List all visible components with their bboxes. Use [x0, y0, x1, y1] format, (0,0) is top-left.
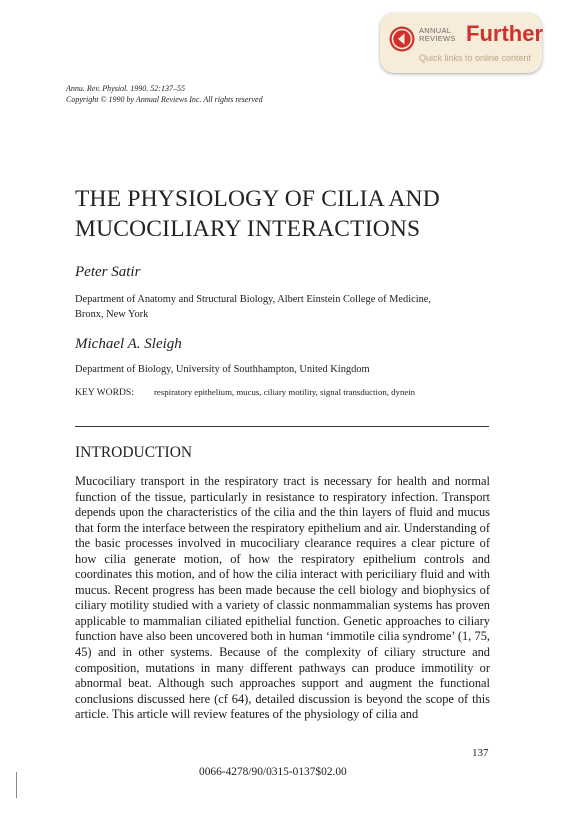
annual-label: ANNUAL — [419, 26, 452, 35]
section-heading: INTRODUCTION — [75, 444, 193, 461]
annual-reviews-further-badge[interactable] — [380, 13, 542, 73]
scan-margin-mark — [16, 772, 17, 798]
article-code: 0066-4278/90/0315-0137$02.00 — [199, 766, 347, 778]
affiliation-1-line-1: Department of Anatomy and Structural Biology, Albert Einstein College of Medicine, — [75, 294, 431, 305]
title-line-1: THE PHYSIOLOGY OF CILIA AND — [75, 186, 440, 212]
article-title — [75, 184, 440, 244]
annual-reviews-wordmark — [419, 27, 456, 43]
keywords-text: respiratory epithelium, mucus, ciliary motility, signal transduction, dynein — [154, 387, 416, 397]
section-divider — [75, 426, 489, 427]
citation-line-2: Copyright © 1990 by Annual Reviews Inc. All rights reserved — [66, 95, 263, 104]
introduction-paragraph: Mucociliary transport in the respiratory tract is necessary for health and normal function of the tissue, particularly in resistance to respiratory infection. Transport depends upon the characteristics of the cilia and the thin layers of fluid and mucus that form the interface between the respiratory epithelium and air. Understanding of the basic processes involved in mucociliary clearance requires a clear picture of how cilia generate motion, of how the respiratory epithelium controls and coordinates this motion, and of how the cilia interact with periciliary fluid and with mucus. Recent progress has been made because the cell biology and biophysics of ciliary motility studied with a variety of classic nonmammalian systems has proven applicable to mammalian ciliated epithelial function. Genetic approaches to ciliary function have also been uncovered both in human ‘immotile cilia syndrome’ (1, 75, 45) and in other systems. Because of the complexity of ciliary structure and composition, mutations in many different pathways can produce immotility or abnormal beat. Although such approaches support and augment the functional conclusions discussed here (cf 64), detailed discussion is beyond the scope of this article. This article will review features of the physiology of cilia and — [75, 474, 490, 722]
page-number: 137 — [472, 747, 489, 759]
affiliation-1-line-2: Bronx, New York — [75, 309, 149, 320]
keywords-label: KEY WORDS: — [75, 387, 134, 398]
citation-line-1: Annu. Rev. Physiol. 1990. 52:137–55 — [66, 84, 185, 93]
further-subtitle: Quick links to online content — [419, 53, 532, 63]
further-label: Further — [466, 21, 543, 46]
reviews-label: REVIEWS — [419, 34, 456, 43]
title-line-2: MUCOCILIARY INTERACTIONS — [75, 216, 421, 242]
journal-citation — [66, 83, 263, 105]
author-name-2: Michael A. Sleigh — [75, 336, 182, 352]
play-arrow-icon — [389, 26, 415, 52]
author-affiliation-1 — [75, 292, 431, 322]
author-name-1: Peter Satir — [75, 264, 141, 280]
author-affiliation-2: Department of Biology, University of Southhampton, United Kingdom — [75, 364, 370, 375]
